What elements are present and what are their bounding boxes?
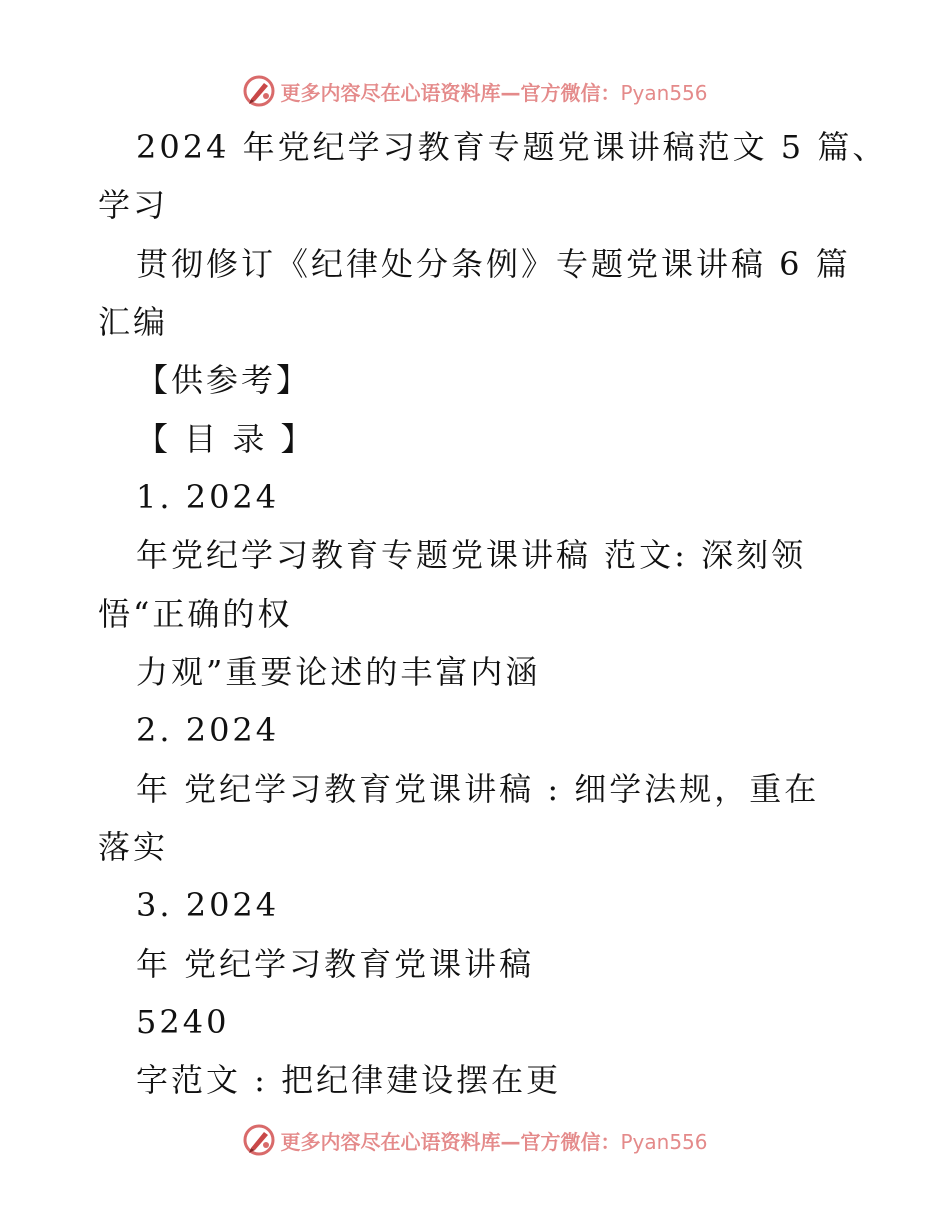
reference-note: 【供参考】 bbox=[136, 361, 312, 399]
toc-item-1-line-2: 悟“正确的权 bbox=[98, 595, 293, 633]
document-title-line-4: 汇编 bbox=[98, 303, 169, 341]
header-banner-text: 更多内容尽在心语资料库—官方微信： bbox=[280, 80, 621, 105]
header-banner-wechat: Pyan556 bbox=[620, 80, 708, 105]
toc-heading: 【 目 录 】 bbox=[136, 420, 316, 458]
toc-item-2-line-1: 年 党纪学习教育党课讲稿 : 细学法规，重在 bbox=[136, 770, 820, 808]
toc-item-1-line-1: 年党纪学习教育专题党课讲稿 范文: 深刻领 bbox=[136, 536, 807, 574]
toc-item-1-line-3: 力观”重要论述的丰富内涵 bbox=[136, 653, 541, 691]
document-title-line-3: 贯彻修订《纪律处分条例》专题党课讲稿 6 篇 bbox=[136, 245, 851, 283]
toc-item-3-line-3: 字范文 : 把纪律建设摆在更 bbox=[136, 1061, 562, 1099]
footer-banner-wechat: Pyan556 bbox=[620, 1129, 708, 1154]
toc-item-2-line-2: 落实 bbox=[98, 828, 169, 866]
toc-item-3-line-1: 年 党纪学习教育党课讲稿 bbox=[136, 945, 535, 983]
toc-item-3-line-2: 5240 bbox=[136, 1003, 230, 1041]
toc-item-2-number: 2. 2024 bbox=[136, 711, 280, 749]
header-banner bbox=[0, 71, 950, 111]
toc-item-3-number: 3. 2024 bbox=[136, 886, 280, 924]
quill-pen-logo-icon bbox=[242, 74, 276, 108]
document-title-line-1: 2024 年党纪学习教育专题党课讲稿范文 5 篇、 bbox=[136, 128, 888, 166]
footer-banner bbox=[0, 1120, 950, 1160]
document-title-line-2: 学习 bbox=[98, 186, 169, 224]
quill-pen-logo-icon bbox=[242, 1123, 276, 1157]
footer-banner-text: 更多内容尽在心语资料库—官方微信： bbox=[280, 1129, 621, 1154]
toc-item-1-number: 1. 2024 bbox=[136, 478, 280, 516]
